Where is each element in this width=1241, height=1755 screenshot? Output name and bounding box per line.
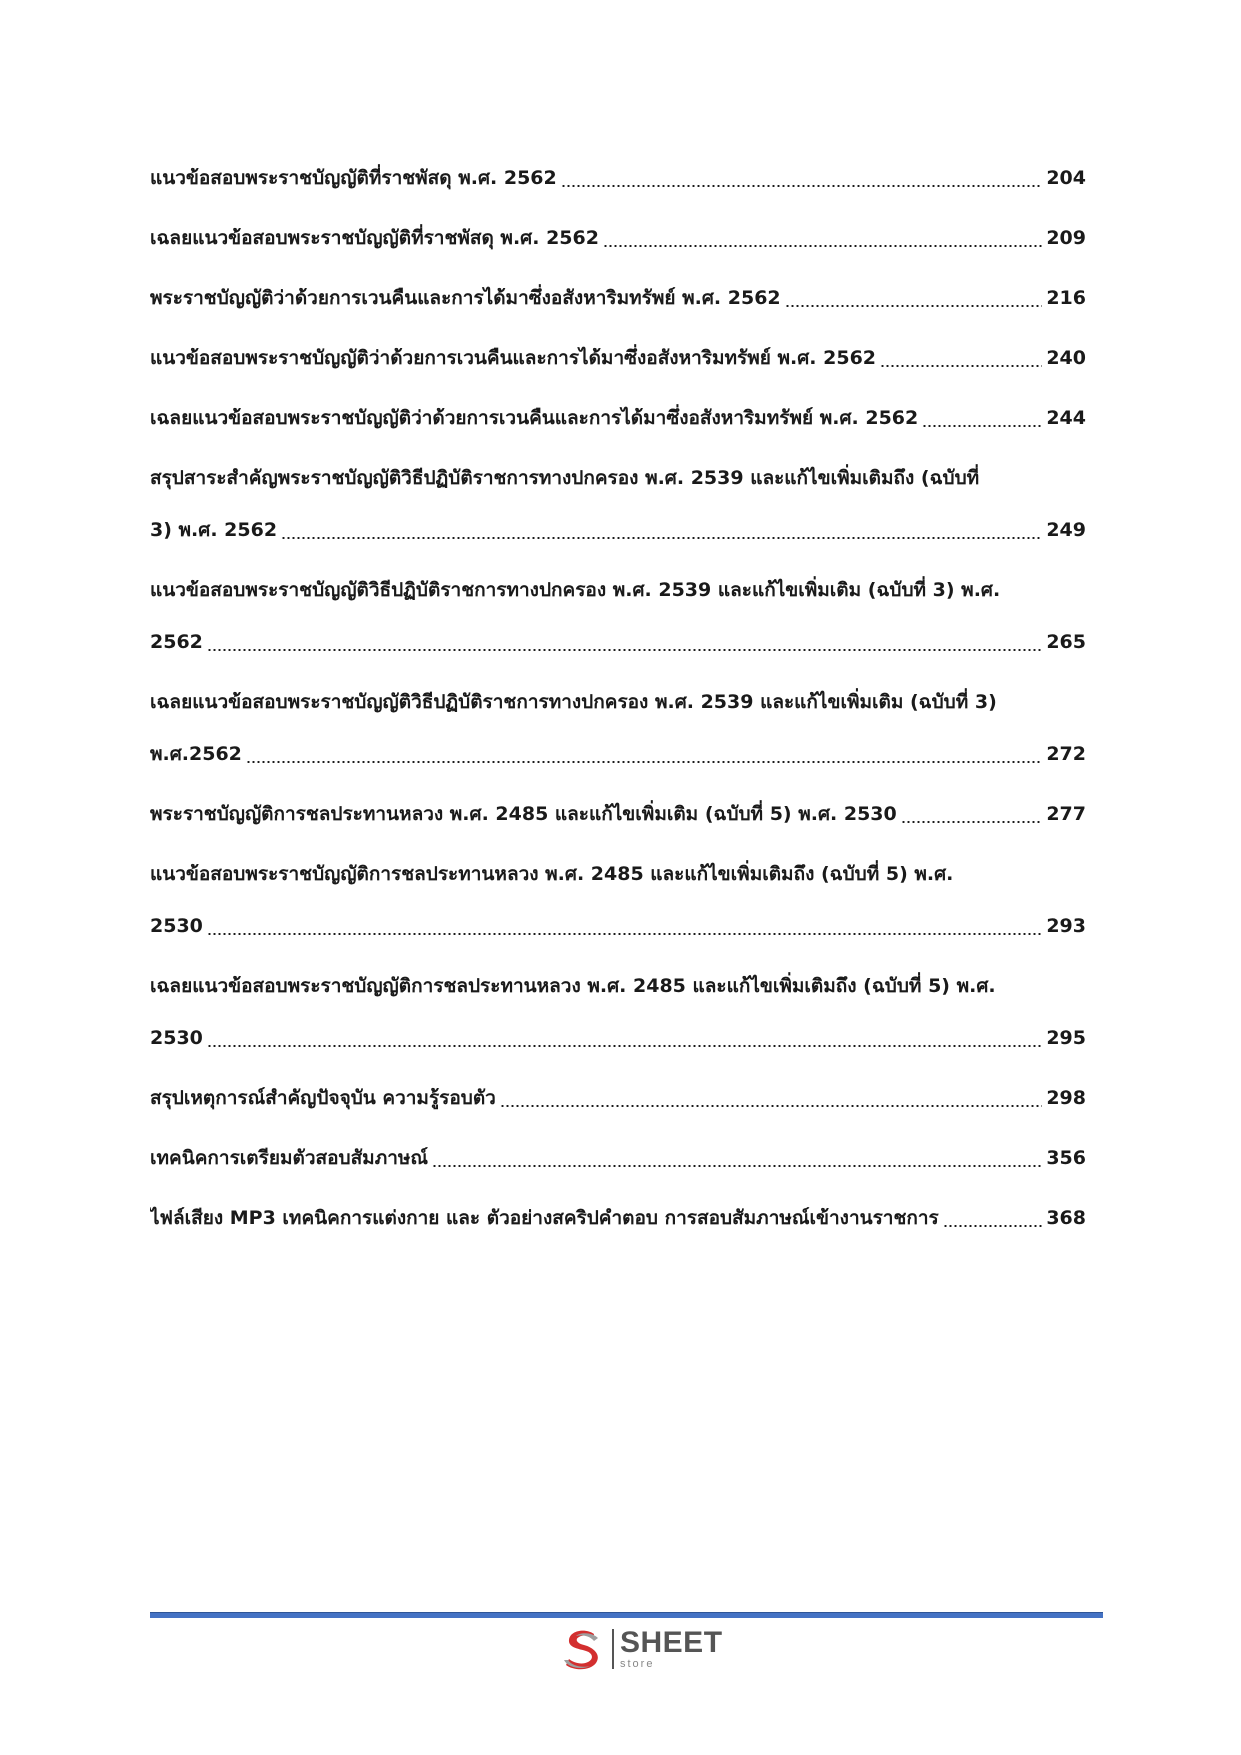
toc-entry[interactable] bbox=[150, 1072, 1086, 1124]
toc-entry-title: สรุปเหตุการณ์สำคัญปัจจุบัน ความรู้รอบตัว bbox=[150, 1087, 496, 1109]
dot-leader bbox=[603, 245, 1042, 247]
toc-entry-title: 2530 bbox=[150, 1027, 203, 1049]
toc-entry-title: 2562 bbox=[150, 631, 203, 653]
toc-entry-title: แนวข้อสอบพระราชบัญญัติว่าด้วยการเวนคืนและการได้มาซึ่งอสังหาริมทรัพย์ พ.ศ. 2562 bbox=[150, 347, 877, 369]
toc-entry-title: แนวข้อสอบพระราชบัญญัติการชลประทานหลวง พ.ศ. 2485 และแก้ไขเพิ่มเติมถึง (ฉบับที่ 5) พ.ศ. bbox=[150, 863, 954, 885]
toc-entry-page-number: 240 bbox=[1046, 347, 1086, 369]
toc-entry[interactable] bbox=[150, 960, 1086, 1064]
toc-entry-page-number: 265 bbox=[1046, 631, 1086, 653]
table-of-contents bbox=[150, 152, 1086, 1252]
toc-entry-title: แนวข้อสอบพระราชบัญญัติที่ราชพัสดุ พ.ศ. 2562 bbox=[150, 167, 557, 189]
toc-entry[interactable] bbox=[150, 332, 1086, 384]
toc-entry-title: เฉลยแนวข้อสอบพระราชบัญญัติการชลประทานหลวง พ.ศ. 2485 และแก้ไขเพิ่มเติมถึง (ฉบับที่ 5) พ.ศ. bbox=[150, 975, 996, 997]
dot-leader bbox=[246, 761, 1042, 763]
dot-leader bbox=[901, 821, 1043, 823]
toc-entry-title: 2530 bbox=[150, 915, 203, 937]
toc-entry-page-number: 204 bbox=[1046, 167, 1086, 189]
toc-entry[interactable] bbox=[150, 564, 1086, 668]
sheet-store-logo bbox=[560, 1624, 723, 1674]
toc-entry-page-number: 249 bbox=[1046, 519, 1086, 541]
toc-entry[interactable] bbox=[150, 272, 1086, 324]
toc-entry-title: สรุปสาระสำคัญพระราชบัญญัติวิธีปฏิบัติราชการทางปกครอง พ.ศ. 2539 และแก้ไขเพิ่มเติมถึง (ฉบับที่ bbox=[150, 467, 980, 489]
logo-separator bbox=[612, 1629, 614, 1669]
toc-entry-page-number: 209 bbox=[1046, 227, 1086, 249]
footer-rule bbox=[150, 1612, 1103, 1618]
toc-entry-page-number: 277 bbox=[1046, 803, 1086, 825]
toc-entry-page-number: 293 bbox=[1046, 915, 1086, 937]
dot-leader bbox=[207, 1045, 1042, 1047]
dot-leader bbox=[880, 365, 1042, 367]
toc-entry-page-number: 216 bbox=[1046, 287, 1086, 309]
toc-entry-title: เฉลยแนวข้อสอบพระราชบัญญัติที่ราชพัสดุ พ.ศ. 2562 bbox=[150, 227, 599, 249]
sheet-store-emblem-icon bbox=[560, 1626, 606, 1672]
toc-entry[interactable] bbox=[150, 152, 1086, 204]
dot-leader bbox=[432, 1165, 1042, 1167]
dot-leader bbox=[785, 305, 1043, 307]
toc-entry-page-number: 356 bbox=[1046, 1147, 1086, 1169]
dot-leader bbox=[281, 537, 1042, 539]
toc-entry-page-number: 244 bbox=[1046, 407, 1086, 429]
logo-text: SHEET bbox=[620, 1626, 723, 1659]
toc-entry-title: พ.ศ.2562 bbox=[150, 743, 242, 765]
toc-entry-title: แนวข้อสอบพระราชบัญญัติวิธีปฏิบัติราชการทางปกครอง พ.ศ. 2539 และแก้ไขเพิ่มเติม (ฉบับที่ 3) พ.ศ. bbox=[150, 579, 1001, 601]
toc-entry-title: พระราชบัญญัติว่าด้วยการเวนคืนและการได้มาซึ่งอสังหาริมทรัพย์ พ.ศ. 2562 bbox=[150, 287, 781, 309]
dot-leader bbox=[922, 425, 1042, 427]
dot-leader bbox=[207, 649, 1042, 651]
toc-entry[interactable] bbox=[150, 212, 1086, 264]
toc-entry-page-number: 295 bbox=[1046, 1027, 1086, 1049]
toc-entry[interactable] bbox=[150, 676, 1086, 780]
toc-entry-title: เทคนิคการเตรียมตัวสอบสัมภาษณ์ bbox=[150, 1147, 429, 1169]
toc-entry-title: ไฟล์เสียง MP3 เทคนิคการแต่งกาย และ ตัวอย่างสคริปคำตอบ การสอบสัมภาษณ์เข้างานราชการ bbox=[150, 1207, 939, 1229]
toc-entry[interactable] bbox=[150, 1132, 1086, 1184]
toc-entry-title: พระราชบัญญัติการชลประทานหลวง พ.ศ. 2485 และแก้ไขเพิ่มเติม (ฉบับที่ 5) พ.ศ. 2530 bbox=[150, 803, 897, 825]
toc-entry-title: 3) พ.ศ. 2562 bbox=[150, 519, 278, 541]
dot-leader bbox=[561, 185, 1043, 187]
toc-entry[interactable] bbox=[150, 452, 1086, 556]
toc-entry-page-number: 368 bbox=[1046, 1207, 1086, 1229]
logo-subtext: store bbox=[620, 1658, 655, 1670]
toc-entry[interactable] bbox=[150, 848, 1086, 952]
dot-leader bbox=[500, 1105, 1042, 1107]
dot-leader bbox=[207, 933, 1042, 935]
toc-entry-page-number: 272 bbox=[1046, 743, 1086, 765]
dot-leader bbox=[943, 1225, 1043, 1227]
toc-entry-page-number: 298 bbox=[1046, 1087, 1086, 1109]
toc-entry[interactable] bbox=[150, 788, 1086, 840]
toc-entry[interactable] bbox=[150, 392, 1086, 444]
toc-entry[interactable] bbox=[150, 1192, 1086, 1244]
toc-entry-title: เฉลยแนวข้อสอบพระราชบัญญัติว่าด้วยการเวนคืนและการได้มาซึ่งอสังหาริมทรัพย์ พ.ศ. 2562 bbox=[150, 407, 919, 429]
toc-entry-title: เฉลยแนวข้อสอบพระราชบัญญัติวิธีปฏิบัติราชการทางปกครอง พ.ศ. 2539 และแก้ไขเพิ่มเติม (ฉบับที่ 3) bbox=[150, 691, 997, 713]
